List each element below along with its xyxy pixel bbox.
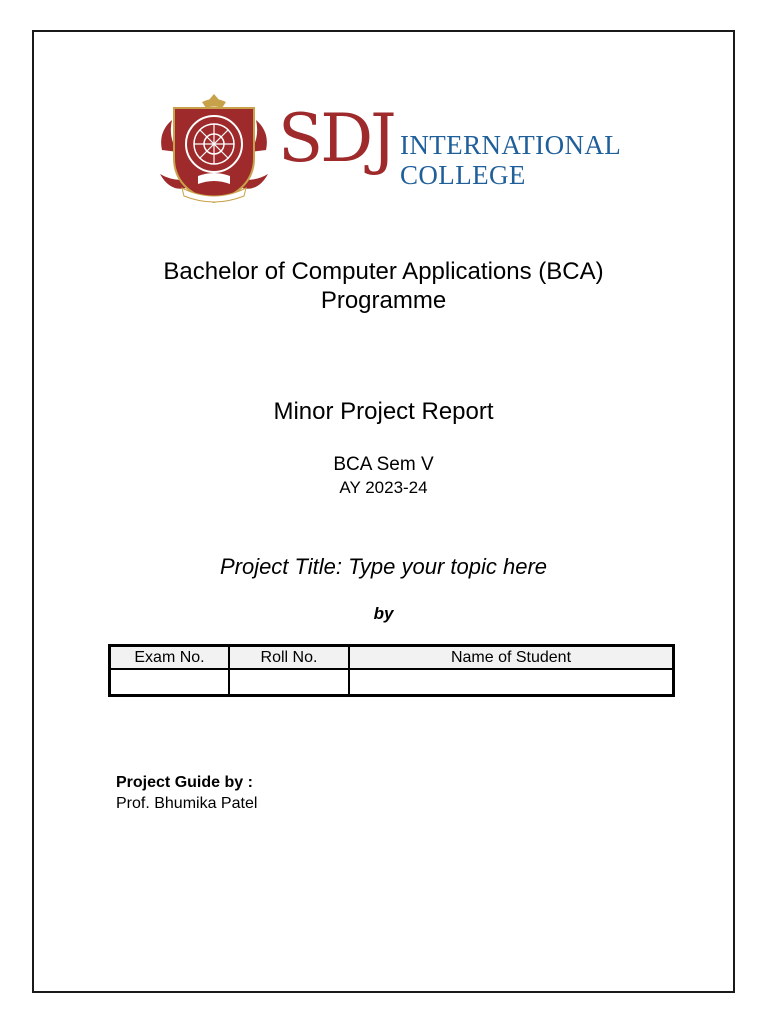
semester: BCA Sem V: [333, 454, 434, 475]
programme-line2: Programme: [320, 287, 447, 314]
students-table: [108, 644, 675, 697]
academic-year: AY 2023-24: [339, 478, 428, 497]
cell-student-name[interactable]: [349, 669, 673, 695]
column-header-exam-no: Exam No.: [110, 646, 229, 669]
college-name: [400, 130, 621, 190]
table-header-row: [110, 646, 673, 669]
programme-heading: [32, 257, 735, 315]
column-header-roll-no: Roll No.: [229, 646, 349, 669]
cell-exam-no[interactable]: [110, 669, 229, 695]
college-name-line2: COLLEGE: [400, 160, 526, 190]
cell-roll-no[interactable]: [229, 669, 349, 695]
guide-name: Prof. Bhumika Patel: [116, 795, 258, 812]
brand-mark: SDJ: [278, 100, 394, 177]
programme-line1: Bachelor of Computer Applications (BCA): [163, 258, 604, 285]
column-header-student-name: Name of Student: [349, 646, 673, 669]
college-crest-icon: [158, 92, 270, 208]
college-name-line1: INTERNATIONAL: [400, 130, 622, 160]
guide-label: Project Guide by :: [116, 774, 253, 791]
table-row: [110, 669, 673, 695]
report-type: Minor Project Report: [273, 398, 494, 425]
project-title: Project Title: Type your topic here: [219, 554, 548, 579]
by-label: by: [373, 604, 394, 623]
college-logo: [158, 92, 628, 208]
